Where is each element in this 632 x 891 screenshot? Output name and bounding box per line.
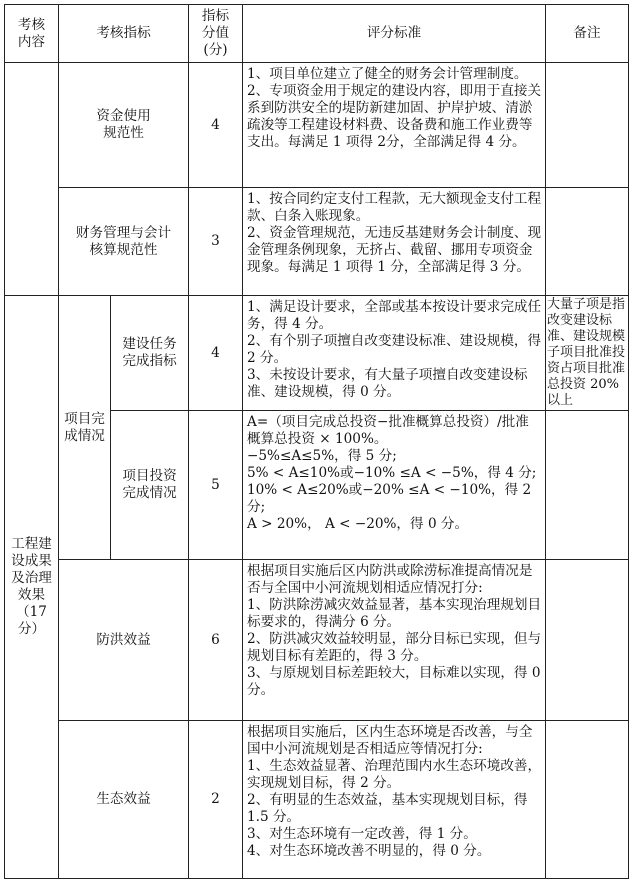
- indicator-cell: [111, 296, 189, 411]
- score-eco: 2: [211, 791, 220, 807]
- score-cell: [189, 721, 243, 879]
- remark-task: 大量子项是指改变建设标准、建设规模子项目批准投资占项目批准总投资 20%以上: [547, 297, 626, 408]
- score-investment: 5: [211, 476, 220, 493]
- remark-cell-empty: [546, 560, 629, 721]
- subgroup-project-done-label: 项目完 成情况: [64, 410, 105, 444]
- header-remark: 备注: [573, 25, 601, 41]
- group-effect-label: 工程建 设成果 及治理 效果 （17 分）: [11, 536, 52, 637]
- indicator-fin-mgmt: 财务管理与会计 核算规范性: [75, 224, 172, 258]
- remark-cell-empty: [546, 721, 629, 879]
- header-score: 指标 分值 (分): [201, 8, 230, 58]
- indicator-investment: 项目投资 完成情况: [122, 468, 177, 501]
- score-fin-mgmt: 3: [211, 233, 220, 249]
- header-remark-cell: [546, 5, 629, 63]
- standard-fund-use: 1、项目单位建立了健全的财务会计管理制度。 2、专项资金用于规定的建设内容，即用于直接关系到防洪安全的堤防新建加固、护岸护坡、清淤疏浚等工程建设材料费、设备费和施工作业费等支出。每满足 1 项得 2分，全部满足得 4 分。: [247, 66, 542, 150]
- score-cell: [189, 296, 243, 411]
- remark-cell-empty: [546, 188, 629, 296]
- table-row: [5, 63, 629, 188]
- remark-cell-empty: [546, 411, 629, 560]
- table-row: [5, 188, 629, 296]
- header-score-cell: [189, 5, 243, 63]
- indicator-eco: 生态效益: [96, 791, 151, 807]
- table-row: [5, 560, 629, 721]
- header-standard-cell: [243, 5, 546, 63]
- score-cell: [189, 560, 243, 721]
- indicator-task: 建设任务 完成指标: [122, 336, 177, 369]
- score-cell: [189, 188, 243, 296]
- standard-fin-mgmt: 1、按合同约定支付工程款，无大额现金支付工程款、白条入账现象。 2、资金管理规范，无违反基建财务会计制度、现金管理条例现象，无挤占、截留、挪用专项资金现象。每满足 1 项得 1 分，全部满足得 3 分。: [247, 191, 542, 275]
- header-indicator: 考核指标: [96, 25, 151, 41]
- indicator-cell: [59, 63, 189, 188]
- standard-cell: [243, 188, 546, 296]
- standard-flood: 根据项目实施后区内防洪或除涝标准提高情况是否与全国中小河流规划相适应情况打分: 1、防洪除涝减灾效益显著，基本实现治理规划目标要求的，得满分 6 分。 2、防洪减灾效益较明显，部分目标已实现，但与规划目标有差距的，得 3 分。 3、与原规划目标差距较大，目标难以实现，得 0 分。: [247, 563, 542, 698]
- remark-cell: [546, 296, 629, 411]
- standard-cell: [243, 721, 546, 879]
- indicator-flood: 防洪效益: [96, 631, 151, 648]
- subgroup-cell: [59, 296, 111, 560]
- header-indicator-cell: [59, 5, 189, 63]
- evaluation-table: [4, 4, 629, 879]
- score-task: 4: [211, 344, 220, 361]
- header-standard: 评分标准: [366, 25, 422, 41]
- indicator-cell: [59, 188, 189, 296]
- indicator-cell: [111, 411, 189, 560]
- indicator-cell: [59, 560, 189, 721]
- standard-investment: A=（项目完成总投资−批准概算总投资）/批准概算总投资 × 100%。 −5%≤A≤5%，得 5 分; 5% < A≤10%或−10% ≤A < −5%，得 4 分; 10% < A≤20%或−20% ≤A < −10%，得 2 分; A > 20%， A < −20%，得 0 分。: [247, 414, 537, 532]
- indicator-cell: [59, 721, 189, 879]
- table-row: [5, 296, 629, 411]
- score-cell: [189, 63, 243, 188]
- standard-cell: [243, 560, 546, 721]
- header-content-cell: [5, 5, 59, 63]
- standard-cell: [243, 296, 546, 411]
- group-cell: [5, 296, 59, 879]
- standard-cell: [243, 63, 546, 188]
- table-row: [5, 721, 629, 879]
- remark-cell-empty: [546, 63, 629, 188]
- group-cell-empty: [5, 63, 59, 296]
- indicator-fund-use: 资金使用 规范性: [96, 108, 151, 141]
- score-flood: 6: [211, 631, 220, 648]
- header-row: [5, 5, 629, 63]
- standard-eco: 根据项目实施后，区内生态环境是否改善，与全国中小河流规划是否相适应等情况打分: 1、生态效益显著、治理范围内水生态环境改善，实现规划目标，得 2 分。 2、有明显的生态效益，基本实现规划目标，得 1.5 分。 3、对生态环境有一定改善，得 1 分。 4、对生态环境改善不明显的，得 0 分。: [247, 724, 542, 859]
- standard-cell: [243, 411, 546, 560]
- header-content: 考核 内容: [17, 16, 46, 50]
- score-fund-use: 4: [211, 116, 220, 133]
- standard-task: 1、满足设计要求，全部或基本按设计要求完成任务，得 4 分。 2、有个别子项擅自改变建设标准、建设规模，得 2 分。 3、未按设计要求，有大量子项擅自改变建设标准、建设规模，得 0 分。: [247, 299, 542, 400]
- score-cell: [189, 411, 243, 560]
